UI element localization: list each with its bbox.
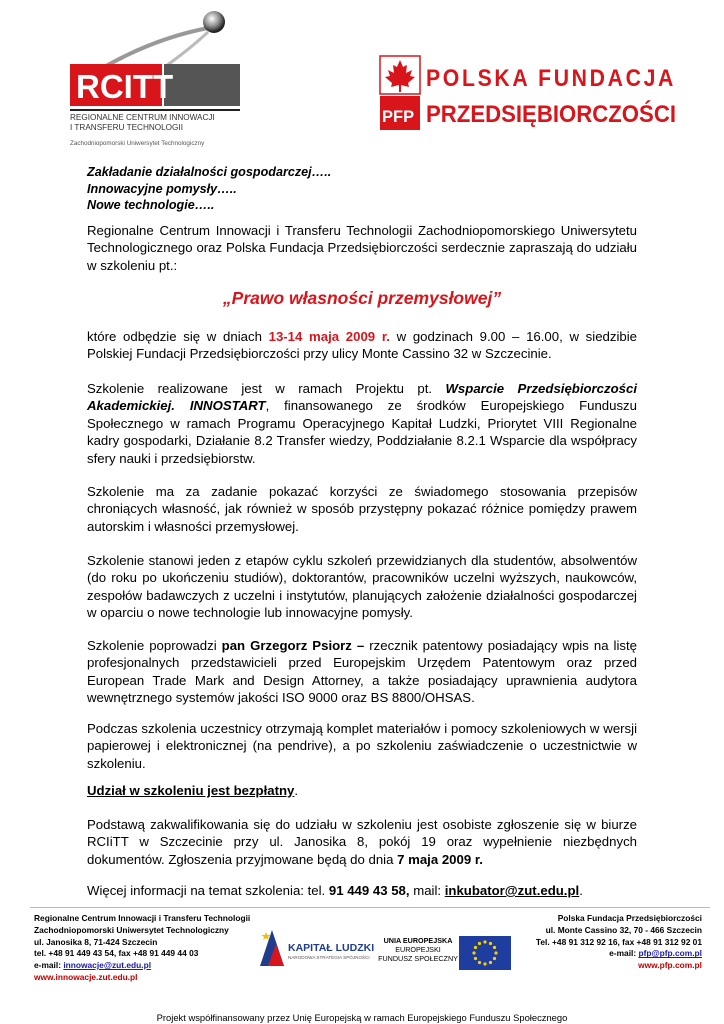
footer-left-email-label: e-mail:	[34, 960, 64, 971]
kapital-ludzki-logo	[258, 926, 375, 970]
footer-right-email-label: e-mail:	[609, 948, 639, 959]
footer-right-email-link[interactable]: pfp@pfp.com.pl	[638, 948, 702, 959]
contact-text-c: .	[579, 883, 583, 898]
trainer-text-b: rzecznik patentowy posiadający wpis na listę profesjonalnych przedstawicieli przed Europejskim Urzędem Patentowym oraz przed European Trade Mark and Design Attorney, a także posiadający uprawnienia audytora wewnętrznego systemów jakości ISO 9000 oraz BS 8800/OHSAS.	[87, 638, 637, 706]
contact-text-b: mail:	[409, 883, 445, 898]
training-dates: 13-14 maja 2009 r.	[268, 329, 390, 344]
ue-line1: UNIA EUROPEJSKA	[383, 936, 453, 945]
footer-left-line1: Regionalne Centrum Innowacji i Transferu Technologii	[34, 913, 251, 923]
paragraph-registration	[87, 816, 637, 868]
footer-right-line1: Polska Fundacja Przedsiębiorczości	[557, 913, 702, 923]
footer-left-line4: tel. +48 91 449 43 54, fax +48 91 449 44 03	[34, 948, 199, 959]
training-title: „Prawo własności przemysłowej”	[222, 288, 502, 308]
intro-line-2: Innowacyjne pomysły…..	[87, 181, 237, 196]
cofinancing-note: Projekt współfinansowany przez Unię Europejską w ramach Europejskiego Funduszu Społecznego	[156, 1012, 568, 1023]
paragraph-dates	[87, 328, 637, 363]
pfp-mark-text: PFP	[382, 108, 415, 126]
paragraph-materials: Podczas szkolenia uczestnicy otrzymają komplet materiałów i pomocy szkoleniowych w wersji papierowej i elektronicznej (na pendrive), a po szkoleniu zaświadczenie o uczestnictwie w szkoleniu.	[87, 721, 637, 771]
pfp-logo	[380, 56, 697, 132]
rcitt-mark-text: RCITT	[76, 68, 174, 105]
pfp-logo-graphic	[380, 56, 697, 132]
trainer-name: pan Grzegorz Psiorz –	[221, 638, 365, 653]
ue-line2: EUROPEJSKI	[395, 945, 441, 954]
rcitt-line2: I TRANSFERU TECHNOLOGII	[70, 123, 183, 132]
project-text-a: Szkolenie realizowane jest w ramach Projektu pt.	[87, 381, 446, 396]
footer-left	[34, 913, 250, 984]
contact-email-link[interactable]: inkubator@zut.edu.pl	[444, 883, 580, 898]
intro-block	[87, 164, 331, 214]
footer-left-email-link[interactable]: innowacje@zut.edu.pl	[63, 960, 152, 971]
eu-flag-graphic	[459, 936, 511, 970]
kapital-ludzki-graphic	[258, 926, 375, 970]
contact-text-a: Więcej informacji na temat szkolenia: tel.	[87, 883, 329, 898]
paragraph-audience: Szkolenie stanowi jeden z etapów cyklu szkoleń przewidzianych dla studentów, absolwentów (do roku po ukończeniu studiów), doktorantów, pracowników uczelni wyższych, naukowców, zespołów badawczych z uczelni i instytutów, planujących założenie działalności gospodarczej w oparciu o nowe technologie lub innowacyjne pomysły.	[87, 553, 637, 621]
intro-line-3: Nowe technologie…..	[87, 198, 215, 212]
pfp-line1: POLSKA FUNDACJA	[426, 65, 676, 92]
project-text-b: , finansowanego ze środków Europejskiego Funduszu Społecznego w ramach Programu Operacyjnego Kapitał Ludzki, Priorytet VIII Regionalne kadry gospodarki, Działanie 8.2 Transfer wiedzy, Poddziałanie 8.2.1 Wsparcie dla współpracy sfery nauki i przedsiębiorstw.	[87, 398, 637, 466]
paragraph-invitation: Regionalne Centrum Innowacji i Transferu Technologii Zachodniopomorskiego Uniwersytetu Technologicznego oraz Polska Fundacja Przedsiębiorczości serdecznie zapraszają do udziału w szkoleniu pt.:	[87, 223, 637, 273]
rcitt-line3: Zachodniopomorski Uniwersytet Technologiczny	[70, 140, 205, 147]
rcitt-line1: REGIONALNE CENTRUM INNOWACJI	[70, 113, 215, 122]
footer-left-line3: ul. Janosika 8, 71-424 Szczecin	[34, 936, 158, 947]
footer-divider	[30, 907, 710, 908]
footer-right-line3: Tel. +48 91 312 92 16, fax +48 91 312 92 01	[535, 936, 702, 947]
paragraph-contact	[87, 882, 637, 899]
pfp-line2: PRZEDSIĘBIORCZOŚCI	[426, 101, 697, 128]
footer-right	[536, 913, 702, 972]
kl-title: KAPITAŁ LUDZKI	[288, 942, 375, 954]
paragraph-trainer	[87, 637, 637, 707]
footer-right-line2: ul. Monte Cassino 32, 70 - 466 Szczecin	[545, 924, 702, 935]
free-participation: Udział w szkoleniu jest bezpłatny	[87, 783, 295, 798]
footer-left-line2: Zachodniopomorski Uniwersytet Technologiczny	[34, 924, 229, 935]
ue-efs-text	[378, 936, 458, 970]
kl-subtitle: NARODOWA STRATEGIA SPÓJNOŚCI	[288, 955, 370, 960]
registration-deadline: 7 maja 2009 r.	[397, 851, 483, 867]
paragraph-free: Udział w szkoleniu jest bezpłatny.	[87, 783, 299, 798]
paragraph-project	[87, 380, 637, 467]
registration-text: Podstawą zakwalifikowania się do udziału w szkoleniu jest osobiste zgłoszenie się w biurze RCIiTT w Szczecinie przy ul. Janosika 8, pokój 19 oraz wypełnienie niezbędnych dokumentów. Zgłoszenia przyjmowane będą do dnia	[87, 817, 637, 867]
paragraph-goal: Szkolenie ma za zadanie pokazać korzyści ze świadomego stosowania przepisów chroniących własność, jak również w sposób przystępny pokazać różnice pomiędzy prawem autorskim i własności przemysłowej.	[87, 484, 637, 534]
intro-line-1: Zakładanie działalności gospodarczej…..	[87, 165, 332, 179]
footer-left-www-link[interactable]: www.innowacje.zut.edu.pl	[34, 971, 138, 982]
dates-text-a: które odbędzie się w dniach	[87, 329, 269, 344]
rcitt-logo	[66, 8, 246, 153]
eu-flag-icon	[459, 936, 511, 970]
rcitt-logo-graphic	[66, 8, 246, 153]
ue-line3: FUNDUSZ SPOŁECZNY	[378, 954, 458, 963]
trainer-text-a: Szkolenie poprowadzi	[87, 638, 222, 653]
dates-text-b: w godzinach 9.00 – 16.00, w siedzibie Polskiej Fundacji Przedsiębiorczości przy ulicy Monte Cassino 32 w Szczecinie.	[87, 329, 637, 362]
project-name: Wsparcie Przedsiębiorczości Akademickiej. INNOSTART	[87, 381, 637, 414]
contact-phone: 91 449 43 58,	[328, 883, 410, 898]
footer-right-www-link[interactable]: www.pfp.com.pl	[638, 960, 702, 971]
